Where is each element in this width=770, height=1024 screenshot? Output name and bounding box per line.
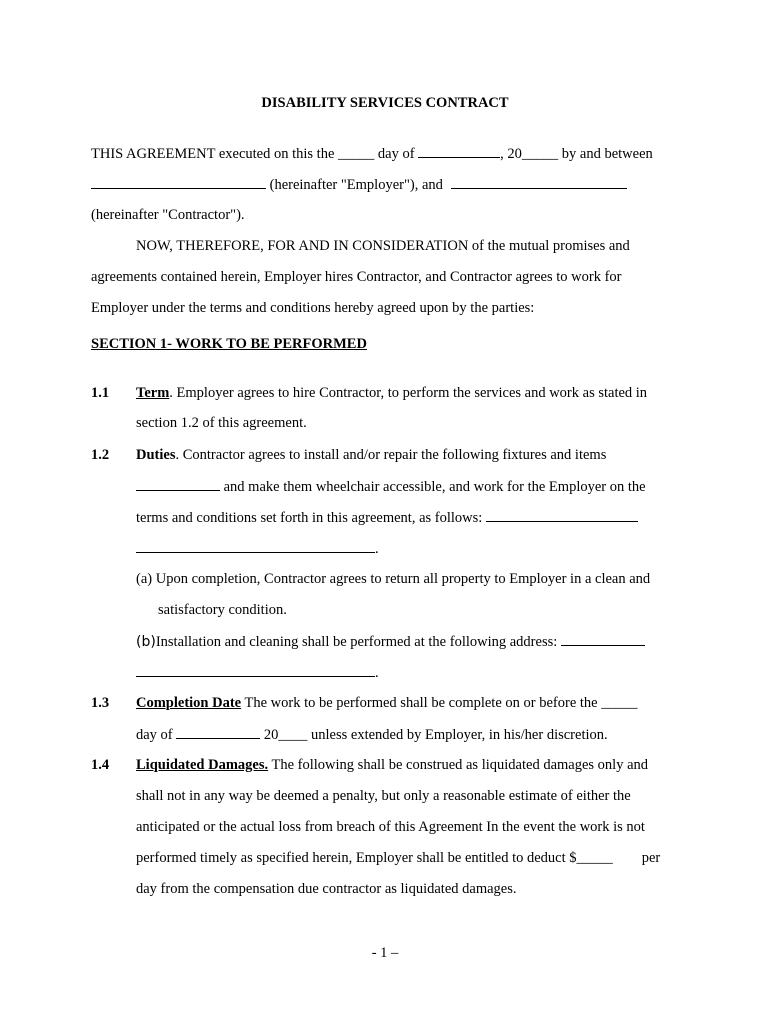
clause-1-3-line-2: day of 20____ unless extended by Employer, in his/her discretion. xyxy=(136,727,608,743)
clause-1-2-line-3: terms and conditions set forth in this agreement, as follows: xyxy=(136,508,638,527)
item-b-label: (b) xyxy=(136,634,156,650)
clause-1-2-line-2: and make them wheelchair accessible, and work for the Employer on the xyxy=(136,477,646,496)
clause-1-2-number: 1.2 xyxy=(91,447,110,463)
clause-1-1-line-2: section 1.2 of this agreement. xyxy=(136,415,307,431)
clause-1-2-line-1: Duties. Contractor agrees to install and/or repair the following fixtures and items xyxy=(136,447,607,463)
now-therefore-line-1: NOW, THEREFORE, FOR AND IN CONSIDERATION of the mutual promises and xyxy=(136,238,630,254)
clause-1-1-line-1: Term. Employer agrees to hire Contractor, to perform the services and work as stated in xyxy=(136,385,648,401)
clause-1-3-number: 1.3 xyxy=(91,695,110,711)
clause-1-4-line-5: day from the compensation due contractor as liquidated damages. xyxy=(136,881,517,897)
clause-1-4-line-3: anticipated or the actual loss from breach of this Agreement In the event the work is not xyxy=(136,819,645,835)
section-1-heading: SECTION 1- WORK TO BE PERFORMED xyxy=(91,336,367,352)
item-b-line-2: . xyxy=(136,663,379,682)
clause-1-3-line-1: Completion Date The work to be performed shall be complete on or before the _____ xyxy=(136,695,638,711)
item-b-line-1: (b)Installation and cleaning shall be performed at the following address: xyxy=(136,632,645,651)
clause-1-2-heading: Duties xyxy=(136,447,176,463)
clause-1-1-heading: Term xyxy=(136,385,170,401)
address-blank-2 xyxy=(136,663,375,677)
contractor-name-blank xyxy=(451,175,627,189)
item-a-line-1: (a) Upon completion, Contractor agrees to return all property to Employer in a clean and xyxy=(136,571,651,587)
clause-1-4-number: 1.4 xyxy=(91,757,110,773)
intro-line-3: (hereinafter "Contractor"). xyxy=(91,207,245,223)
clause-1-4-heading: Liquidated Damages. xyxy=(136,757,269,773)
clause-1-1-number: 1.1 xyxy=(91,385,110,401)
employer-name-blank xyxy=(91,175,266,189)
document-title: DISABILITY SERVICES CONTRACT xyxy=(261,95,509,111)
clause-1-4-line-2: shall not in any way be deemed a penalty, but only a reasonable estimate of either the xyxy=(136,788,631,804)
clause-1-3-heading: Completion Date xyxy=(136,695,242,711)
clause-1-2-line-4: . xyxy=(136,539,379,558)
now-therefore-line-2: agreements contained herein, Employer hires Contractor, and Contractor agrees to work for xyxy=(91,269,622,285)
terms-blank-1 xyxy=(486,508,638,522)
completion-month-blank xyxy=(176,725,260,739)
clause-1-4-line-1: Liquidated Damages. The following shall be construed as liquidated damages only and xyxy=(136,757,649,773)
item-a-line-2: satisfactory condition. xyxy=(158,602,287,618)
now-therefore-line-3: Employer under the terms and conditions hereby agreed upon by the parties: xyxy=(91,300,535,316)
page-number: - 1 – xyxy=(371,945,399,961)
intro-line-2: (hereinafter "Employer"), and xyxy=(91,175,627,194)
clause-1-4-line-4: performed timely as specified herein, Employer shall be entitled to deduct $_____ per xyxy=(136,850,661,866)
intro-line-1: THIS AGREEMENT executed on this the _____ day of , 20_____ by and between xyxy=(91,146,653,162)
fixtures-blank xyxy=(136,477,220,491)
address-blank-1 xyxy=(561,632,645,646)
date-month-blank xyxy=(418,144,500,158)
terms-blank-2 xyxy=(136,539,375,553)
